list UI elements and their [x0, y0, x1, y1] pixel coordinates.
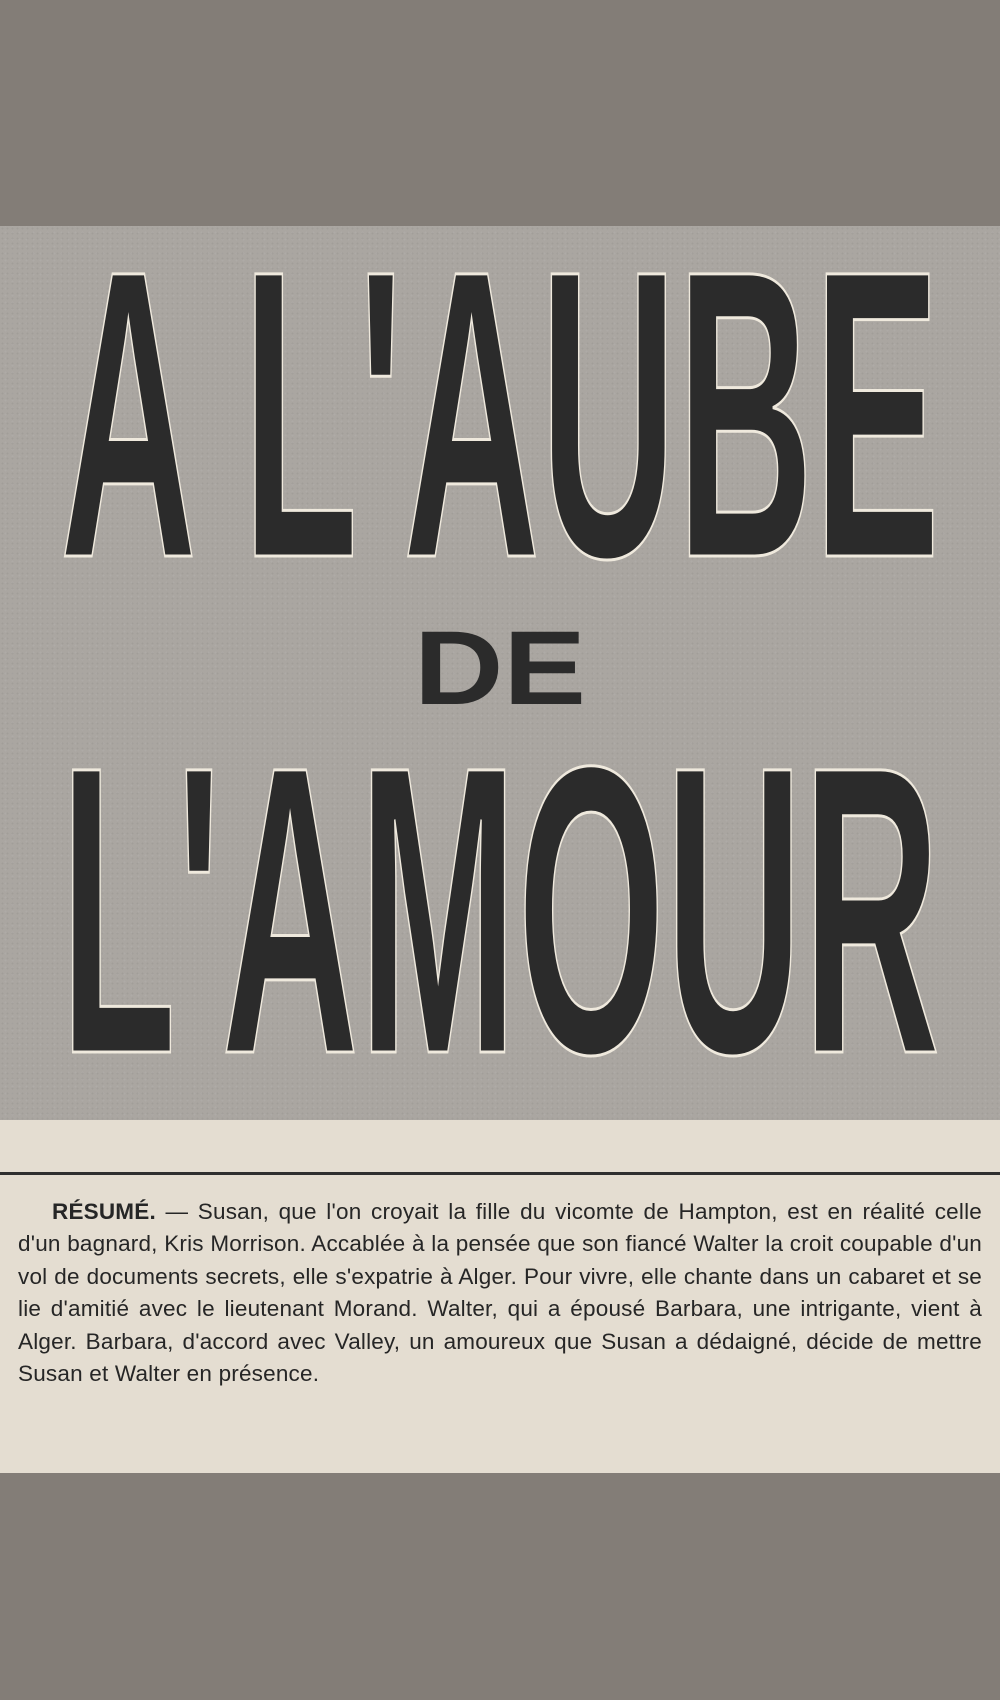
title-line-2: DE	[414, 610, 586, 727]
separator-rule	[0, 1172, 1000, 1175]
magazine-clipping	[0, 226, 1000, 1473]
title-line-1: A L'AUBE	[60, 226, 940, 643]
title-line-3-inline: L'AMOUR	[60, 681, 940, 1120]
title-panel	[0, 226, 1000, 1120]
summary-label: RÉSUMÉ.	[52, 1199, 156, 1224]
title-lettering	[0, 226, 1000, 1120]
title-line-1-inline: A L'AUBE	[60, 226, 940, 643]
summary-panel	[0, 1120, 1000, 1473]
summary-body: — Susan, que l'on croyait la fille du vicomte de Hampton, est en réalité celle d'un bagnard, Kris Morrison. Accablée à la pensée que son fiancé Walter la croit coupable d'un vol de documents secrets, elle s'expatrie à Alger. Pour vivre, elle chante dans un cabaret et se lie d'amitié avec le lieutenant Morand. Walter, qui a épousé Barbara, une intrigante, vient à Alger. Barbara, d'accord avec Valley, un amoureux que Susan a dédaigné, décide de mettre Susan et Walter en présence.	[18, 1199, 982, 1387]
title-line-3: L'AMOUR	[60, 681, 940, 1120]
summary-paragraph	[18, 1196, 982, 1390]
